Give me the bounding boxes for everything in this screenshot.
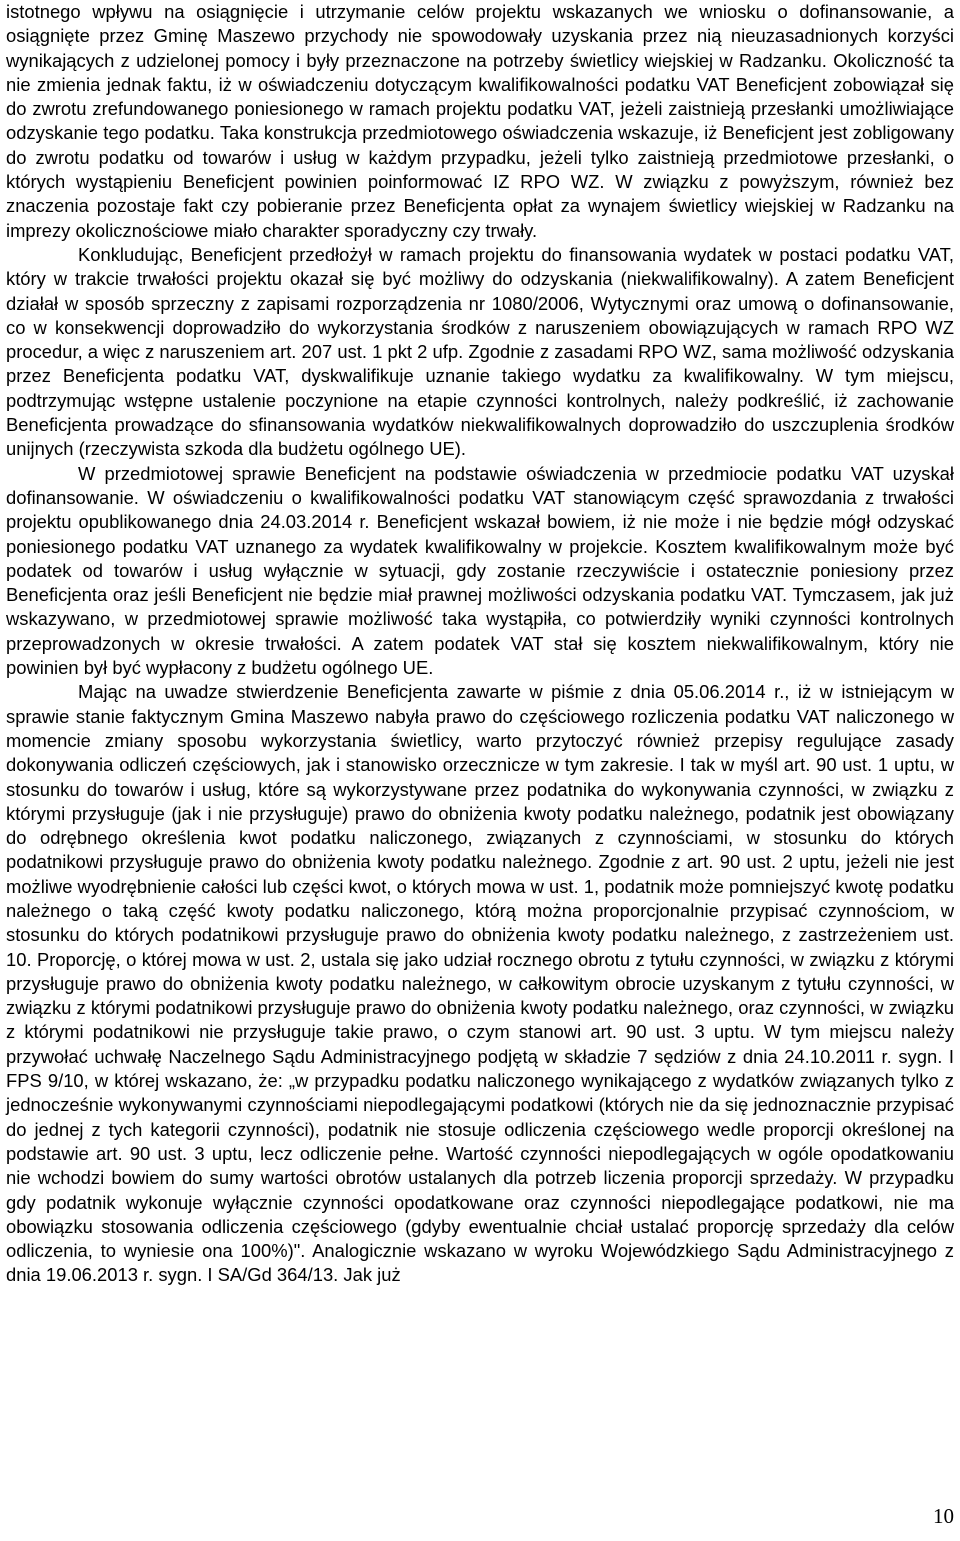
paragraph-4: Mając na uwadze stwierdzenie Beneficjenta zawarte w piśmie z dnia 05.06.2014 r., iż w istniejącym w sprawie stanie faktycznym Gmina Maszewo nabyła prawo do częściowego rozliczenia podatku VAT naliczonego w momencie zmiany sposobu wykorzystania świetlicy, warto przytoczyć również przepisy regulujące zasady dokonywania odliczeń częściowych, jak i stanowisko orzecznicze w tym zakresie. I tak w myśl art. 90 ust. 1 uptu, w stosunku do towarów i usług, które są wykorzystywane przez podatnika do wykonywania czynności, w związku z którymi przysługuje (jak i nie przysługuje) prawo do obniżenia kwoty podatku należnego, podatnik jest obowiązany do odrębnego określenia kwot podatku naliczonego, związanych z czynnościami, w stosunku do których podatnikowi przysługuje prawo do obniżenia kwoty podatku należnego. Zgodnie z art. 90 ust. 2 uptu, jeżeli nie jest możliwe wyodrębnienie całości lub części kwot, o których mowa w ust. 1, podatnik może pomniejszyć kwotę podatku należnego o taką część kwoty podatku naliczonego, którą można proporcjonalnie przypisać czynnościom, w stosunku do których podatnikowi przysługuje prawo do obniżenia kwoty podatku należnego, z zastrzeżeniem ust. 10. Proporcję, o której mowa w ust. 2, ustala się jako udział rocznego obrotu z tytułu czynności, w związku z którymi przysługuje prawo do obniżenia kwoty podatku należnego, w całkowitym obrocie uzyskanym z tytułu czynności, w związku z którymi podatnikowi przysługuje prawo do obniżenia kwoty podatku należnego, oraz czynności, w związku z którymi podatnikowi nie przysługuje takie prawo, o czym stanowi art. 90 ust. 3 uptu. W tym miejscu należy przywołać uchwałę Naczelnego Sądu Administracyjnego podjętą w składzie 7 sędziów z dnia 24.10.2011 r. sygn. I FPS 9/10, w której wskazano, że: „w przypadku podatku naliczonego wynikającego z wydatków związanych tylko z jednocześnie wykonywanymi czynnościami niepodlegającymi podatkowi (których nie da się jednoznacznie przypisać do jednej z tych kategorii czynności), podatnik nie stosuje odliczenia częściowego wedle proporcji określonej na podstawie art. 90 ust. 3 uptu, lecz odliczenie pełne. Wartość czynności niepodlegających w ogóle opodatkowaniu nie wchodzi bowiem do sumy wartości obrotów ustalanych dla potrzeb liczenia proporcji sprzedaży. W przypadku gdy podatnik wykonuje wyłącznie czynności opodatkowane oraz czynności niepodlegające podatkowi, nie ma obowiązku stosowania odliczenia częściowego (gdyby ewentualnie chciał ustalać proporcję sprzedaży dla celów odliczenia, to wyniesie ona 100%)". Analogicznie wskazano w wyroku Wojewódzkiego Sądu Administracyjnego z dnia 19.06.2013 r. sygn. I SA/Gd 364/13. Jak już <box>6 681 954 1286</box>
paragraph-3: W przedmiotowej sprawie Beneficjent na podstawie oświadczenia w przedmiocie podatku VAT uzyskał dofinansowanie. W oświadczeniu o kwalifikowalności podatku VAT stanowiącym część sprawozdania z trwałości projektu opublikowanego dnia 24.03.2014 r. Beneficjent wskazał bowiem, iż nie może i nie będzie mógł odzyskać poniesionego podatku VAT uznanego za wydatek kwalifikowalny w projekcie. Kosztem kwalifikowalnym może być podatek od towarów i usług wyłącznie w sytuacji, gdy zostanie rzeczywiście i ostatecznie poniesiony przez Beneficjenta oraz jeśli Beneficjent nie będzie miał prawnej możliwości odzyskania podatku VAT. Tymczasem, jak już wskazywano, w przedmiotowej sprawie możliwość taka wystąpiła, co potwierdziły wyniki czynności kontrolnych przeprowadzonych w okresie trwałości. A zatem podatek VAT stał się kosztem niekwalifikowalnym, który nie powinien był być wypłacony z budżetu ogólnego UE. <box>6 462 954 679</box>
paragraph-2: Konkludując, Beneficjent przedłożył w ramach projektu do finansowania wydatek w postaci podatku VAT, który w trakcie trwałości projektu okazał się być możliwy do odzyskania (niekwalifikowalny). A zatem Beneficjent działał w sposób sprzeczny z zapisami rozporządzenia nr 1080/2006, Wytycznymi oraz umową o dofinansowanie, co w konsekwencji doprowadziło do wykorzystania środków z naruszeniem obowiązujących w ramach RPO WZ procedur, a więc z naruszeniem art. 207 ust. 1 pkt 2 ufp. Zgodnie z zasadami RPO WZ, sama możliwość odzyskania przez Beneficjenta podatku VAT, dyskwalifikuje uznanie takiego wydatku za kwalifikowalny. W tym miejscu, podtrzymując wstępne ustalenie poczynione na etapie czynności kontrolnych, należy podkreślić, iż zachowanie Beneficjenta prowadzące do sfinansowania wydatków niekwalifikowalnych doprowadziło do uszczuplenia środków unijnych (rzeczywista szkoda dla budżetu ogólnego UE). <box>6 243 954 460</box>
paragraph-1: istotnego wpływu na osiągnięcie i utrzymanie celów projektu wskazanych we wniosku o dofinansowanie, a osiągnięte przez Gminę Maszewo przychody nie spowodowały uzyskania przez nią nieuzasadnionych korzyści wynikających z udzielonej pomocy i były przeznaczone na potrzeby świetlicy wiejskiej w Radzanku. Okoliczność ta nie zmienia jednak faktu, iż w oświadczeniu dotyczącym kwalifikowalności podatku VAT Beneficjent zobowiązał się do zwrotu zrefundowanego poniesionego w ramach projektu podatku VAT, jeżeli zaistnieją przesłanki umożliwiające odzyskanie tego podatku. Taka konstrukcja przedmiotowego oświadczenia wskazuje, iż Beneficjent jest zobligowany do zwrotu podatku od towarów i usług w każdym przypadku, jeżeli tylko zaistnieją przedmiotowe przesłanki, o których wystąpieniu Beneficjent powinien poinformować IZ RPO WZ. W związku z powyższym, również bez znaczenia pozostaje fakt czy pobieranie przez Beneficjenta opłat za wynajem świetlicy wiejskiej w Radzanku na imprezy okolicznościowe miało charakter sporadyczny czy trwały. <box>6 1 954 241</box>
page-number: 10 <box>933 1504 954 1528</box>
document-page <box>6 0 954 1288</box>
